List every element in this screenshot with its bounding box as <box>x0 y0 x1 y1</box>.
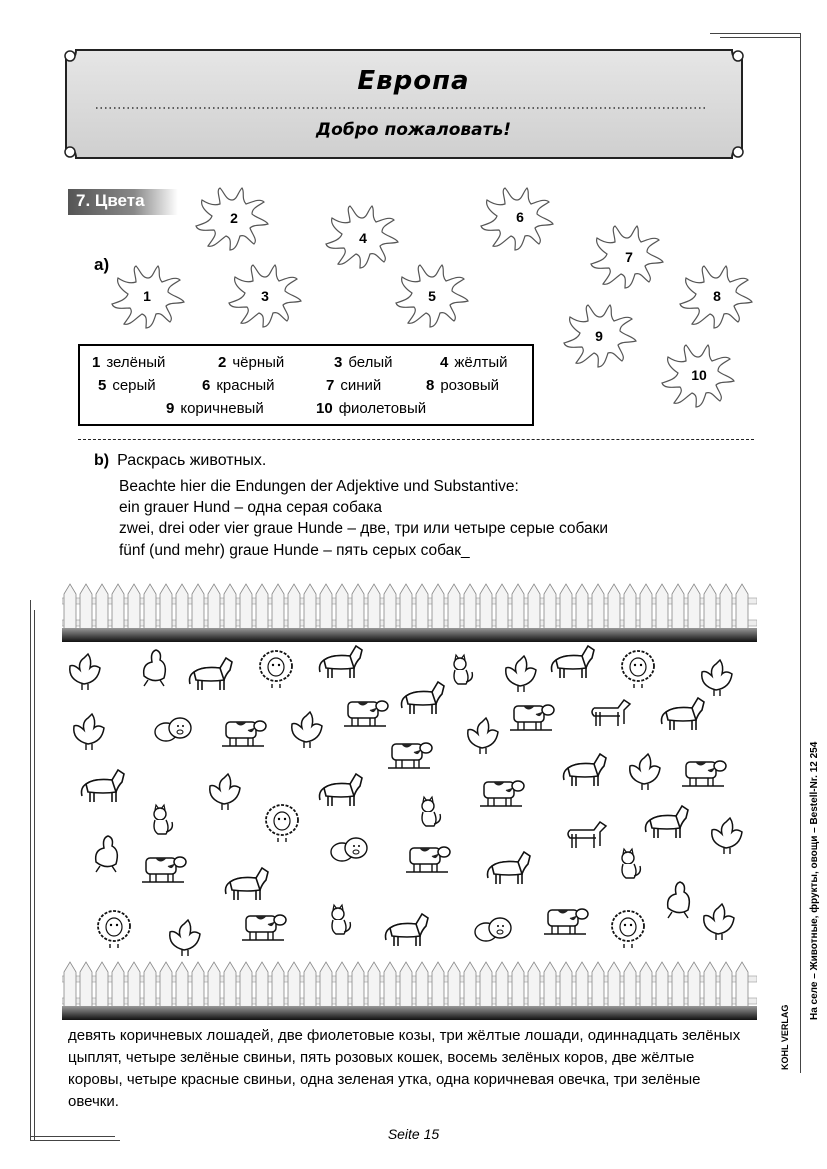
color-word: чёрный <box>232 354 285 371</box>
section-label: 7. Цвета <box>76 191 145 210</box>
color-word: фиолетовый <box>338 400 427 417</box>
fence-top <box>62 584 757 642</box>
divider <box>78 439 754 440</box>
splat-number: 7 <box>625 249 633 265</box>
grammar-example: ein grauer Hund – одна серая собака <box>119 499 382 516</box>
color-word: белый <box>348 354 393 371</box>
page-number: Seite 15 <box>387 1126 440 1142</box>
splat-number: 4 <box>359 230 367 246</box>
color-word: коричневый <box>180 400 264 417</box>
splat-number: 6 <box>516 209 524 225</box>
splat-number: 9 <box>595 328 603 344</box>
splat-number: 5 <box>428 288 436 304</box>
part-a-label: a) <box>94 255 110 274</box>
color-word: серый <box>112 377 156 394</box>
part-b-instruction: Раскрась животных. <box>117 452 267 469</box>
grammar-note: Beachte hier die Endungen der Adjektive und Substantive: <box>119 478 519 495</box>
part-b-heading <box>94 452 266 470</box>
color-word: розовый <box>440 377 500 394</box>
splat-number: 1 <box>143 288 151 304</box>
color-word: красный <box>216 377 275 394</box>
page-title: Европа <box>357 66 470 96</box>
color-word: зелёный <box>106 354 166 371</box>
animals <box>70 646 742 956</box>
color-legend-box: 1 зелёный 2 чёрный 3 белый 4 жёлтый 5 серый 6 красный 7 синий 8 розовый 9 коричневый 10 фиолетовый <box>78 344 534 426</box>
page-subtitle: Добро пожаловать! <box>316 120 511 140</box>
color-word: жёлтый <box>454 354 508 371</box>
coloring-instructions: девять коричневых лошадей, две фиолетовые козы, три жёлтые лошади, одиннадцать зелёных цыплят, четыре зелёные свиньи, пять розовых кошек, восемь зелёных коров, две жёлтые коровы, четыре красные свиньи, одна зеленая утка, одна коричневая овечка, три зелёные овечки. <box>68 1027 741 1110</box>
color-word: синий <box>340 377 382 394</box>
splat-number: 3 <box>261 288 269 304</box>
side-order-info: На селе – Животные, фрукты, овощи – Bestell-Nr. 12 254 <box>809 741 820 1020</box>
farm-animals-picture <box>62 580 757 1020</box>
fence-bottom <box>62 962 757 1020</box>
grammar-example: zwei, drei oder vier graue Hunde – две, три или четыре серые собаки <box>119 520 609 537</box>
splat-number: 8 <box>713 288 721 304</box>
frame-line <box>34 610 35 1140</box>
frame-line <box>30 600 31 1140</box>
publisher-logo: KOHL VERLAG <box>780 1004 790 1070</box>
splat-number: 10 <box>691 367 707 383</box>
grammar-example: fünf (und mehr) graue Hunde – пять серых собак_ <box>119 542 470 559</box>
part-b-label: b) <box>94 452 110 469</box>
splat-number: 2 <box>230 210 238 226</box>
